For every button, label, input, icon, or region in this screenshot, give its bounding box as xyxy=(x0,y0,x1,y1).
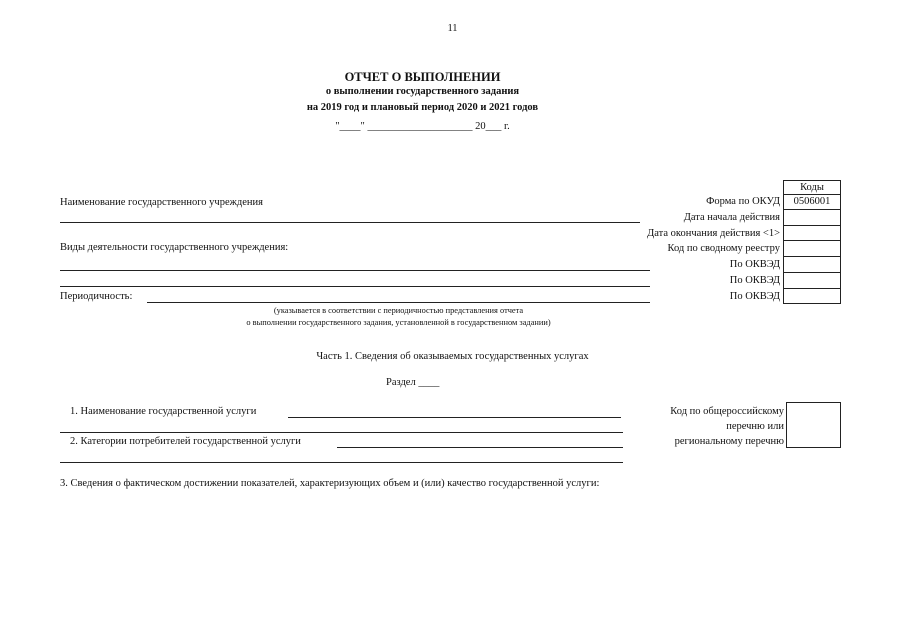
activities-line-1 xyxy=(60,270,650,271)
codes-header: Коды xyxy=(783,180,841,195)
service-name-label: 1. Наименование государственной услуги xyxy=(70,406,257,417)
category-label: 2. Категории потребителей государственной услуги xyxy=(70,436,301,447)
code-label-registry: Код по сводному реестру xyxy=(667,243,780,254)
code-label-okud: Форма по ОКУД xyxy=(706,196,780,207)
code-cell-registry[interactable] xyxy=(783,240,841,257)
service-code-label-1: Код по общероссийскому xyxy=(670,406,784,417)
code-cell-start-date[interactable] xyxy=(783,209,841,226)
code-cell-okud[interactable]: 0506001 xyxy=(783,194,841,210)
activities-line-2 xyxy=(60,286,650,287)
part-title: Часть 1. Сведения об оказываемых государственных услугах xyxy=(316,351,589,362)
periodicity-note-2: о выполнении государственного задания, установленной в государственном задании) xyxy=(246,318,551,327)
category-line xyxy=(337,447,623,448)
code-label-okved-2: По ОКВЭД xyxy=(729,275,780,286)
service-code-label-2: перечню или xyxy=(726,421,784,432)
code-cell-okved-2[interactable] xyxy=(783,272,841,289)
code-cell-okved-3[interactable] xyxy=(783,288,841,304)
periodicity-label: Периодичность: xyxy=(60,291,133,302)
category-line-2 xyxy=(60,462,623,463)
institution-line xyxy=(60,222,640,223)
code-cell-okved-1[interactable] xyxy=(783,256,841,273)
report-title: ОТЧЕТ О ВЫПОЛНЕНИИ xyxy=(344,70,501,84)
report-period: на 2019 год и плановый период 2020 и 2021 годов xyxy=(306,102,539,113)
code-label-okved-3: По ОКВЭД xyxy=(729,291,780,302)
section-label: Раздел ____ xyxy=(386,377,440,388)
service-name-line-2 xyxy=(60,432,623,433)
report-subtitle: о выполнении государственного задания xyxy=(325,86,520,97)
code-label-okved-1: По ОКВЭД xyxy=(729,259,780,270)
service-name-line xyxy=(288,417,621,418)
service-code-label-3: региональному перечню xyxy=(674,436,784,447)
service-code-box[interactable] xyxy=(786,402,841,448)
code-label-start-date: Дата начала действия xyxy=(683,212,780,223)
periodicity-line xyxy=(147,302,650,303)
code-label-end-date: Дата окончания действия <1> xyxy=(647,228,780,239)
institution-label: Наименование государственного учреждения xyxy=(60,197,263,208)
code-cell-end-date[interactable] xyxy=(783,225,841,241)
page-number: 11 xyxy=(447,23,458,34)
indicators-label: 3. Сведения о фактическом достижении показателей, характеризующих объем и (или) качество государственной услуги: xyxy=(60,478,600,489)
periodicity-note-1: (указывается в соответствии с периодичностью представления отчета xyxy=(273,306,524,315)
activities-label: Виды деятельности государственного учреждения: xyxy=(60,242,289,253)
report-date-line: "____" ____________________ 20___ г. xyxy=(335,121,510,132)
